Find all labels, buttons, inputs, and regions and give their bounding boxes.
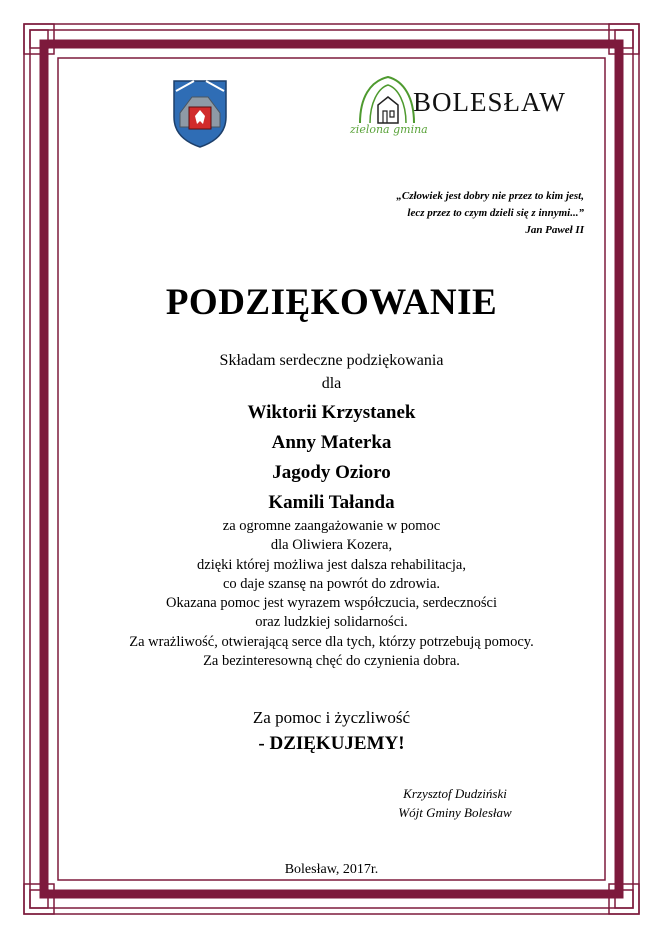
recipient-name: Anny Materka xyxy=(271,432,392,453)
closing-thanks: - DZIĘKUJEMY! xyxy=(258,733,405,754)
paragraph-line: oraz ludzkiej solidarności. xyxy=(255,614,408,631)
quote-block xyxy=(284,188,584,239)
recipient-names xyxy=(0,398,663,518)
intro-line: dla xyxy=(321,375,342,392)
recipient-name: Kamili Tałanda xyxy=(268,492,395,513)
recipient-name: Wiktorii Krzystanek xyxy=(247,402,416,423)
paragraph-line: co daje szansę na powrót do zdrowia. xyxy=(222,575,441,592)
quote-author: Jan Paweł II xyxy=(525,224,584,236)
paragraph-line: Okazana pomoc jest wyrazem współczucia, serdeczności xyxy=(166,595,497,612)
paragraph-line: dzięki której możliwa jest dalsza rehabilitacja, xyxy=(197,556,466,573)
place-date: Bolesław, 2017r. xyxy=(284,862,379,877)
paragraph-line: za ogromne zaangażowanie w pomoc xyxy=(222,518,441,534)
closing-line: Za pomoc i życzliwość xyxy=(252,708,411,727)
bolesław-logo xyxy=(348,73,568,143)
thanks-paragraph xyxy=(0,517,663,671)
house-tree-logo-icon xyxy=(356,73,418,128)
paragraph-line: Za bezinteresowną chęć do czynienia dobra. xyxy=(203,653,460,670)
paragraph-line: dla Oliwiera Kozera, xyxy=(270,537,393,554)
quote-line: lecz przez to czym dzieli się z innymi...” xyxy=(407,207,584,219)
signature-name: Krzysztof Dudziński xyxy=(403,786,507,801)
quote-line: „Człowiek jest dobry nie przez to kim jest, xyxy=(396,190,584,202)
intro-line: Składam serdeczne podziękowania xyxy=(219,352,444,369)
logo-name: BOLESŁAW xyxy=(413,87,566,117)
intro-text xyxy=(0,349,663,395)
closing-text xyxy=(0,705,663,757)
paragraph-line: Za wrażliwość, otwierającą serce dla tych, którzy potrzebują pomocy. xyxy=(129,633,534,650)
signature-block xyxy=(370,784,540,822)
document-title: PODZIĘKOWANIE xyxy=(165,282,498,323)
recipient-name: Jagody Ozioro xyxy=(272,462,391,483)
logo-tagline: zielona gmina xyxy=(350,123,428,136)
coat-of-arms-icon xyxy=(170,77,230,149)
signature-role: Wójt Gminy Bolesław xyxy=(398,805,512,820)
